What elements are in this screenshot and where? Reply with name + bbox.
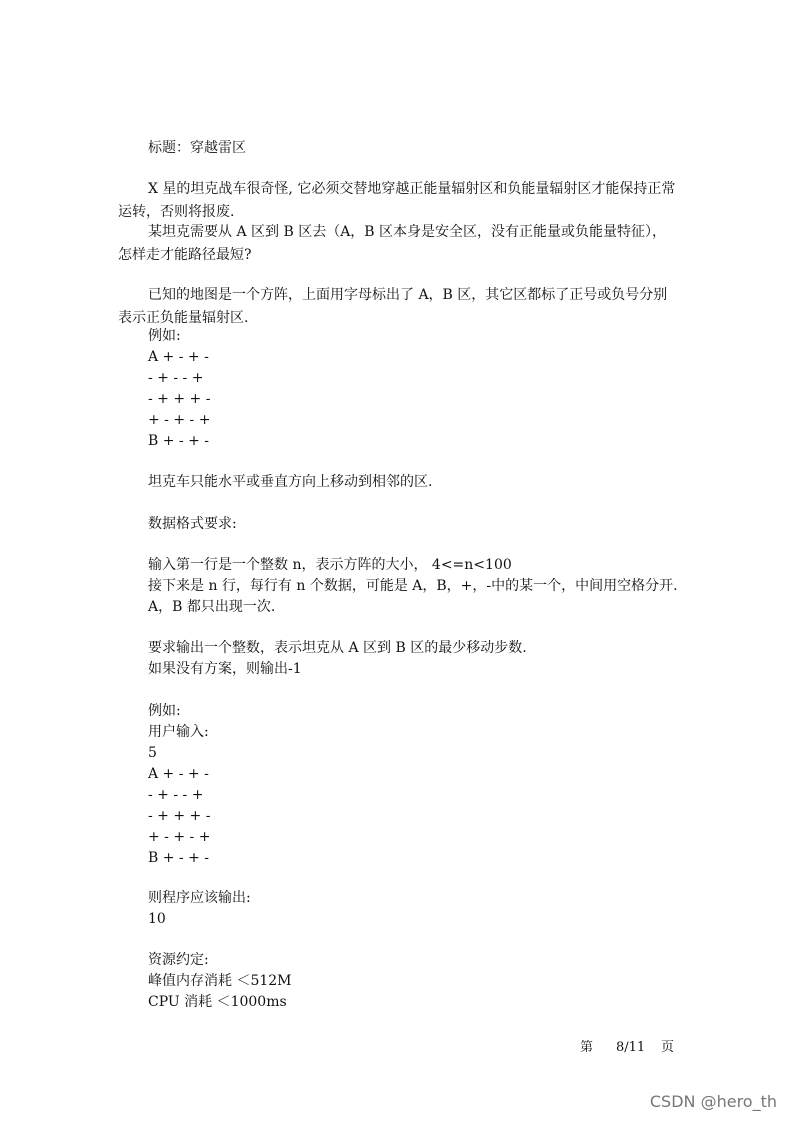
map-row: A + - + - xyxy=(148,349,209,365)
csdn-watermark: CSDN @hero_th xyxy=(649,1092,777,1111)
map-row: B + - + - xyxy=(148,433,210,449)
footer-page-number: 8/11 xyxy=(616,1040,646,1055)
sample-row: A + - + - xyxy=(148,766,209,782)
sample-output: 10 xyxy=(148,911,166,927)
format-title: 数据格式要求: xyxy=(148,516,237,532)
sample-output-label: 则程序应该输出: xyxy=(148,890,251,906)
memory-limit: 峰值内存消耗 ＜512M xyxy=(148,973,292,989)
sample-n: 5 xyxy=(148,745,157,761)
sample-input-label: 用户输入: xyxy=(148,724,209,740)
map-row: - + + + - xyxy=(148,391,211,407)
sample-label: 例如: xyxy=(148,703,181,719)
problem-title: 标题：穿越雷区 xyxy=(148,140,246,156)
map-row: - + - - + xyxy=(148,370,204,386)
sample-row: B + - + - xyxy=(148,850,210,866)
input-rule: 接下来是 n 行，每行有 n 个数据，可能是 A，B，+，-中的某一个，中间用空格分开. xyxy=(148,578,678,594)
footer-prefix: 第 xyxy=(580,1040,594,1055)
map-row: + - + - + xyxy=(148,412,211,428)
footer-suffix: 页 xyxy=(661,1040,675,1055)
cpu-limit: CPU 消耗 ＜1000ms xyxy=(148,994,287,1010)
input-rule: A，B 都只出现一次. xyxy=(148,599,276,615)
move-rule: 坦克车只能水平或垂直方向上移动到相邻的区. xyxy=(148,474,433,490)
sample-row: - + + + - xyxy=(148,808,211,824)
intro-paragraph-3: 已知的地图是一个方阵，上面用字母标出了 A，B 区，其它区都标了正号或负号分别表示正负能量辐射区. xyxy=(118,287,668,326)
sample-row: - + - - + xyxy=(148,787,204,803)
example-label: 例如: xyxy=(148,328,181,344)
sample-row: + - + - + xyxy=(148,829,211,845)
intro-paragraph-2: 某坦克需要从 A 区到 B 区去（A，B 区本身是安全区，没有正能量或负能量特征），怎样走才能路径最短? xyxy=(118,224,667,263)
input-rule: 输入第一行是一个整数 n，表示方阵的大小， 4<=n<100 xyxy=(148,557,512,573)
output-rule: 要求输出一个整数，表示坦克从 A 区到 B 区的最少移动步数. xyxy=(148,640,527,656)
output-rule: 如果没有方案，则输出-1 xyxy=(148,661,302,677)
resources-title: 资源约定: xyxy=(148,952,209,968)
intro-paragraph-1: X 星的坦克战车很奇怪, 它必须交替地穿越正能量辐射区和负能量辐射区才能保持正常运转，否则将报废. xyxy=(118,181,676,220)
